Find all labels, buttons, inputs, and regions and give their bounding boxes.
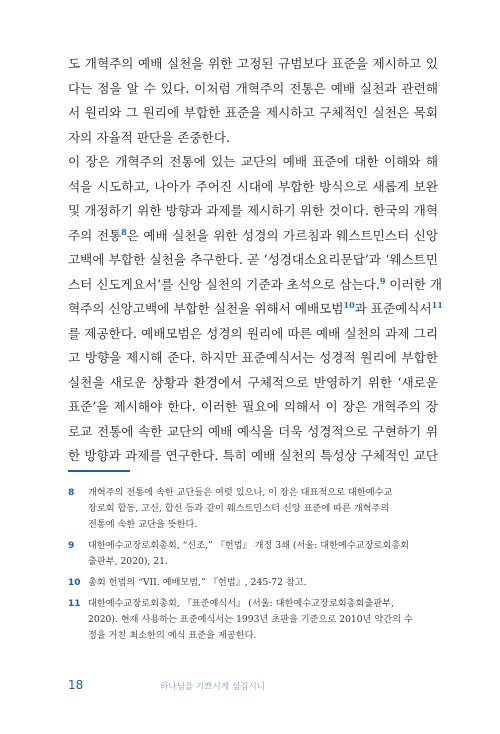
body-line (68, 444, 438, 469)
body-line-text: 스터 신도게요서’를 신앙 실천의 기준과 초석으로 삼는다. (68, 276, 380, 292)
body-line-text: 과 표준예식서 (354, 301, 432, 316)
footnote-line: 전통에 속한 교단을 뜻한다. (88, 519, 198, 530)
body-line-text: 실천을 새로운 상황과 환경에서 구체적으로 반영하기 위한 ‘새로운 (68, 374, 438, 390)
footnote-text (88, 575, 440, 591)
footnote-item (68, 538, 440, 570)
body-line (68, 77, 438, 102)
footnote-line: 총회 헌법의 “VII. 예배모범,” 『헌법』, 245-72 참고. (88, 577, 307, 588)
body-line-text: 서 원리와 그 원리에 부합한 표준을 제시하고 구체적인 실천은 목회 (68, 105, 438, 120)
footnote-text (88, 596, 440, 644)
footnote-line: 장로회 합동, 고신, 합신 등과 같이 웨스트민스터 신앙 표준에 따른 개혁주의 (88, 503, 390, 514)
body-line-text: 도 개혁주의 예배 실천을 위한 고정된 규범보다 표준을 제시하고 있 (68, 56, 438, 71)
body-line (68, 199, 438, 224)
footnote-line: 출판부, 2020), 21. (88, 556, 168, 567)
body-line-text: 혁주의 신앙고백에 부합한 실천을 위해서 예배모범 (68, 301, 344, 316)
body-line (68, 395, 438, 420)
body-line-text: 고백에 부합한 실천을 추구한다. 곧 ‘성경대소요리문답’과 ‘웨스트민 (68, 252, 438, 267)
body-line (68, 150, 438, 175)
body-line (68, 322, 438, 347)
footnote-line: 대한예수교장로회총회, “신조,” 『헌법』 개정 3쇄 (서울: 대한예수교장로회총회 (88, 540, 410, 551)
body-line-text: 다는 점을 알 수 있다. 이처럼 개혁주의 전통은 예배 실천과 관련해 (68, 80, 438, 96)
footnote-item (68, 596, 440, 644)
body-line (68, 175, 438, 200)
footnote-ref[interactable]: 10 (343, 299, 355, 310)
body-line (68, 346, 438, 371)
body-line (68, 52, 438, 77)
footnote-ref[interactable]: 9 (379, 275, 386, 286)
body-line (68, 273, 443, 298)
footnote-ref[interactable]: 8 (121, 226, 127, 237)
page-number: 18 (68, 678, 84, 692)
footnote-item (68, 575, 440, 591)
footnote-number: 10 (68, 578, 81, 588)
body-line (68, 224, 438, 249)
footnote-number: 11 (68, 599, 81, 609)
footnote-text (88, 485, 440, 533)
body-line-text: 한 방향과 과제를 연구한다. 특히 예배 실천의 특성상 구체적인 교단 (68, 448, 438, 463)
footnote-ref[interactable]: 11 (431, 299, 443, 310)
footnote-line: 대한예수교장로회총회, 『표준예식서』 (서울: 대한예수교장로회총회출판부, (88, 598, 394, 609)
body-line (68, 371, 438, 396)
body-line-text: 석을 시도하고, 나아가 주어진 시대에 부합한 방식으로 새롭게 보완 (68, 178, 438, 194)
body-line-text: 이 장은 개혁주의 전통에 있는 교단의 예배 표준에 대한 이해와 해 (68, 154, 438, 169)
body-line (68, 126, 438, 151)
footnote-line: 2020). 현재 사용하는 표준예식서는 1993년 초판을 기준으로 2010년 약간의 수 (88, 614, 413, 625)
footnote-line: 정을 거친 최소한의 예식 표준을 제공한다. (88, 630, 257, 641)
body-line-text: 은 예배 실천을 위한 성경의 가르침과 웨스트민스터 신앙 (126, 227, 438, 243)
footnote-number: 9 (68, 541, 75, 551)
running-title: 하나님을 기쁘시게 섬김시니 (160, 682, 266, 692)
footnotes (68, 485, 440, 649)
body-line-text: 고 방향을 제시해 준다. 하지만 표준예식서는 성경적 원리에 부합한 (68, 350, 438, 365)
footnote-text (88, 538, 440, 570)
body-line-text: 표준’을 제시해야 한다. 이러한 필요에 의해서 이 장은 개혁주의 장 (68, 399, 438, 414)
footnote-rule (68, 470, 130, 472)
footnote-line: 개혁주의 전통에 속한 교단들은 여럿 있으나, 이 장은 대표적으로 대한예수교 (88, 487, 393, 498)
body-line-text: 를 제공한다. 예배모범은 성경의 원리에 따른 예배 실천의 과제 그리 (68, 325, 438, 341)
body-line-text: 자의 자율적 판단을 존중한다. (68, 129, 230, 145)
body-line (68, 420, 438, 445)
body-line-text: 로교 전통에 속한 교단의 예배 예식을 더욱 성경적으로 구현하기 위 (68, 423, 438, 439)
body-line-text: 이러한 개 (385, 276, 443, 292)
body-line (68, 297, 443, 322)
body-line (68, 101, 438, 126)
footnote-number: 8 (68, 488, 75, 498)
body-line-text: 주의 전통 (68, 227, 122, 243)
body-line-text: 및 개정하기 위한 방향과 과제를 제시하기 위한 것이다. 한국의 개혁 (68, 203, 438, 218)
body-line (68, 248, 438, 273)
body-text (68, 52, 443, 469)
footnote-item (68, 485, 440, 533)
